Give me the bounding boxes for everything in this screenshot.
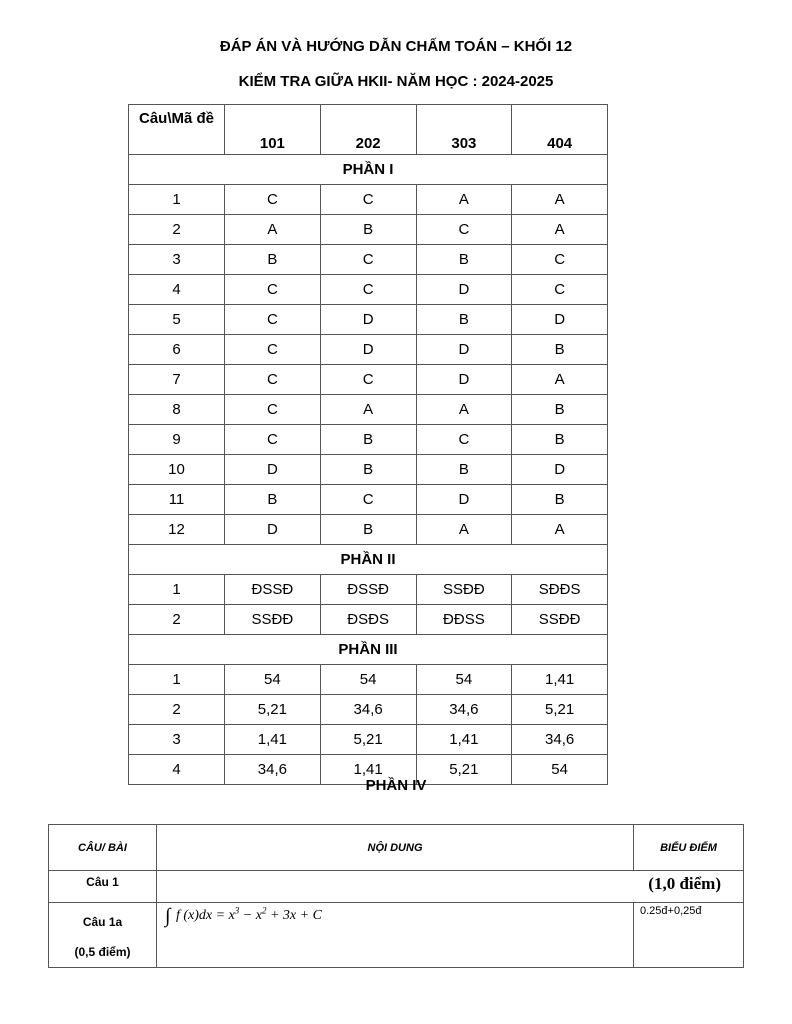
answer-cell: 34,6 xyxy=(512,725,608,755)
answer-row xyxy=(129,575,608,605)
rubric-table xyxy=(48,824,744,968)
answer-cell: D xyxy=(512,305,608,335)
question-number-cell: 6 xyxy=(129,335,225,365)
integral-formula: ∫ f $(x)dx = x^3 - x^2 + 3x + C$ xyxy=(165,905,322,927)
header-question-code: Câu\Mã đề xyxy=(129,105,225,155)
answer-cell: C xyxy=(320,185,416,215)
answer-row xyxy=(129,455,608,485)
answer-cell: C xyxy=(225,185,321,215)
answer-cell: 34,6 xyxy=(320,695,416,725)
answer-cell: C xyxy=(320,245,416,275)
answer-cell: ĐSSĐ xyxy=(320,575,416,605)
answer-cell: A xyxy=(512,515,608,545)
question-number-cell: 10 xyxy=(129,455,225,485)
answer-cell: C xyxy=(225,425,321,455)
answer-row xyxy=(129,215,608,245)
question-number-cell: 2 xyxy=(129,605,225,635)
answer-cell: SSĐĐ xyxy=(512,605,608,635)
question-number-cell: 2 xyxy=(129,215,225,245)
answer-cell: 5,21 xyxy=(320,725,416,755)
answer-cell: C xyxy=(512,245,608,275)
answer-cell: C xyxy=(225,275,321,305)
answer-cell: ĐSSĐ xyxy=(225,575,321,605)
section-row xyxy=(129,155,608,185)
answer-cell: SĐĐS xyxy=(512,575,608,605)
answer-row xyxy=(129,665,608,695)
question-number-cell: 4 xyxy=(129,275,225,305)
answer-cell: D xyxy=(320,335,416,365)
answer-cell: 5,21 xyxy=(225,695,321,725)
section-row xyxy=(129,635,608,665)
answer-cell: B xyxy=(320,515,416,545)
rubric-header-score: BIỂU ĐIỂM xyxy=(634,825,744,871)
section-heading: PHẦN III xyxy=(129,635,608,665)
answer-cell: A xyxy=(225,215,321,245)
answer-cell: D xyxy=(320,305,416,335)
answer-cell: 34,6 xyxy=(225,755,321,785)
question-number-cell: 3 xyxy=(129,245,225,275)
rubric-row-q1 xyxy=(49,871,744,903)
question-number-cell: 5 xyxy=(129,305,225,335)
answer-cell: ĐĐSS xyxy=(416,605,512,635)
rubric-q1a-cell xyxy=(49,903,157,968)
question-number-cell: 1 xyxy=(129,185,225,215)
answer-row xyxy=(129,275,608,305)
answer-header-row xyxy=(129,105,608,155)
question-number-cell: 11 xyxy=(129,485,225,515)
answer-row xyxy=(129,515,608,545)
answer-cell: 5,21 xyxy=(416,755,512,785)
answer-cell: B xyxy=(225,245,321,275)
answer-row xyxy=(129,335,608,365)
answer-cell: 1,41 xyxy=(512,665,608,695)
answer-cell: 54 xyxy=(225,665,321,695)
answer-cell: C xyxy=(320,485,416,515)
q1a-points: (0,5 điểm) xyxy=(74,945,131,959)
answer-cell: C xyxy=(416,215,512,245)
answer-cell: 34,6 xyxy=(416,695,512,725)
answer-cell: C xyxy=(225,305,321,335)
answer-row xyxy=(129,485,608,515)
answer-cell: D xyxy=(416,365,512,395)
answer-cell: A xyxy=(320,395,416,425)
q1-label: Câu 1 xyxy=(86,875,119,889)
part-iv-heading: PHẦN IV xyxy=(365,777,427,794)
document-subtitle: KIỂM TRA GIỮA HKII- NĂM HỌC : 2024-2025 xyxy=(238,73,554,90)
question-number-cell: 1 xyxy=(129,665,225,695)
rubric-q1a-content xyxy=(157,903,634,968)
answer-cell: C xyxy=(320,365,416,395)
header-exam-code: 101 xyxy=(225,105,321,155)
answer-row xyxy=(129,305,608,335)
answer-row xyxy=(129,395,608,425)
section-heading: PHẦN I xyxy=(129,155,608,185)
answer-cell: 1,41 xyxy=(225,725,321,755)
rubric-row-q1a xyxy=(49,903,744,968)
answer-cell: B xyxy=(512,485,608,515)
answer-cell: 1,41 xyxy=(416,725,512,755)
rubric-header-question: CÂU/ BÀI xyxy=(49,825,157,871)
question-number-cell: 3 xyxy=(129,725,225,755)
answer-row xyxy=(129,725,608,755)
rubric-header-row xyxy=(49,825,744,871)
answer-cell: B xyxy=(512,395,608,425)
answer-cell: B xyxy=(320,425,416,455)
question-number-cell: 9 xyxy=(129,425,225,455)
answer-row xyxy=(129,695,608,725)
answer-cell: ĐSĐS xyxy=(320,605,416,635)
answer-cell: 1,41 xyxy=(320,755,416,785)
header-exam-code: 202 xyxy=(320,105,416,155)
answer-cell: C xyxy=(225,395,321,425)
answer-cell: 5,21 xyxy=(512,695,608,725)
answer-cell: SSĐĐ xyxy=(225,605,321,635)
answer-cell: B xyxy=(512,425,608,455)
rubric-q1-points-cell xyxy=(157,871,744,903)
answer-cell: A xyxy=(512,185,608,215)
document-title: ĐÁP ÁN VÀ HƯỚNG DẪN CHẤM TOÁN – KHỐI 12 xyxy=(219,38,573,55)
q1a-label: Câu 1a xyxy=(82,915,123,929)
answer-cell: A xyxy=(416,515,512,545)
question-number-cell: 1 xyxy=(129,575,225,605)
answer-cell: B xyxy=(416,305,512,335)
answer-cell: D xyxy=(512,455,608,485)
answer-cell: B xyxy=(320,215,416,245)
answer-cell: D xyxy=(416,275,512,305)
answer-cell: B xyxy=(416,455,512,485)
answer-row xyxy=(129,365,608,395)
answer-row xyxy=(129,185,608,215)
answer-row xyxy=(129,425,608,455)
answer-row xyxy=(129,605,608,635)
rubric-q1a-score-cell xyxy=(634,903,744,968)
question-number-cell: 12 xyxy=(129,515,225,545)
answer-cell: D xyxy=(225,455,321,485)
rubric-header-content: NỘI DUNG xyxy=(157,825,634,871)
answer-cell: D xyxy=(416,335,512,365)
section-row xyxy=(129,545,608,575)
answer-cell: B xyxy=(320,455,416,485)
answer-cell: A xyxy=(512,365,608,395)
answer-cell: C xyxy=(225,335,321,365)
answer-cell: A xyxy=(416,185,512,215)
answer-cell: B xyxy=(225,485,321,515)
answer-cell: A xyxy=(512,215,608,245)
answer-cell: B xyxy=(416,245,512,275)
answer-cell: D xyxy=(416,485,512,515)
q1-points: (1,0 điểm) xyxy=(648,874,721,893)
question-number-cell: 2 xyxy=(129,695,225,725)
question-number-cell: 7 xyxy=(129,365,225,395)
question-number-cell: 4 xyxy=(129,755,225,785)
section-heading: PHẦN II xyxy=(129,545,608,575)
question-number-cell: 8 xyxy=(129,395,225,425)
answer-row xyxy=(129,245,608,275)
answer-cell: B xyxy=(512,335,608,365)
q1a-score: 0.25đ+0,25đ xyxy=(640,905,702,917)
answer-cell: 54 xyxy=(416,665,512,695)
answer-cell: A xyxy=(416,395,512,425)
answer-cell: C xyxy=(225,365,321,395)
header-exam-code: 303 xyxy=(416,105,512,155)
answer-cell: SSĐĐ xyxy=(416,575,512,605)
answer-cell: C xyxy=(416,425,512,455)
rubric-q1-cell xyxy=(49,871,157,903)
answer-key-table xyxy=(128,104,608,785)
answer-cell: 54 xyxy=(512,755,608,785)
answer-cell: D xyxy=(225,515,321,545)
answer-cell: C xyxy=(512,275,608,305)
answer-cell: 54 xyxy=(320,665,416,695)
answer-cell: C xyxy=(320,275,416,305)
header-exam-code: 404 xyxy=(512,105,608,155)
